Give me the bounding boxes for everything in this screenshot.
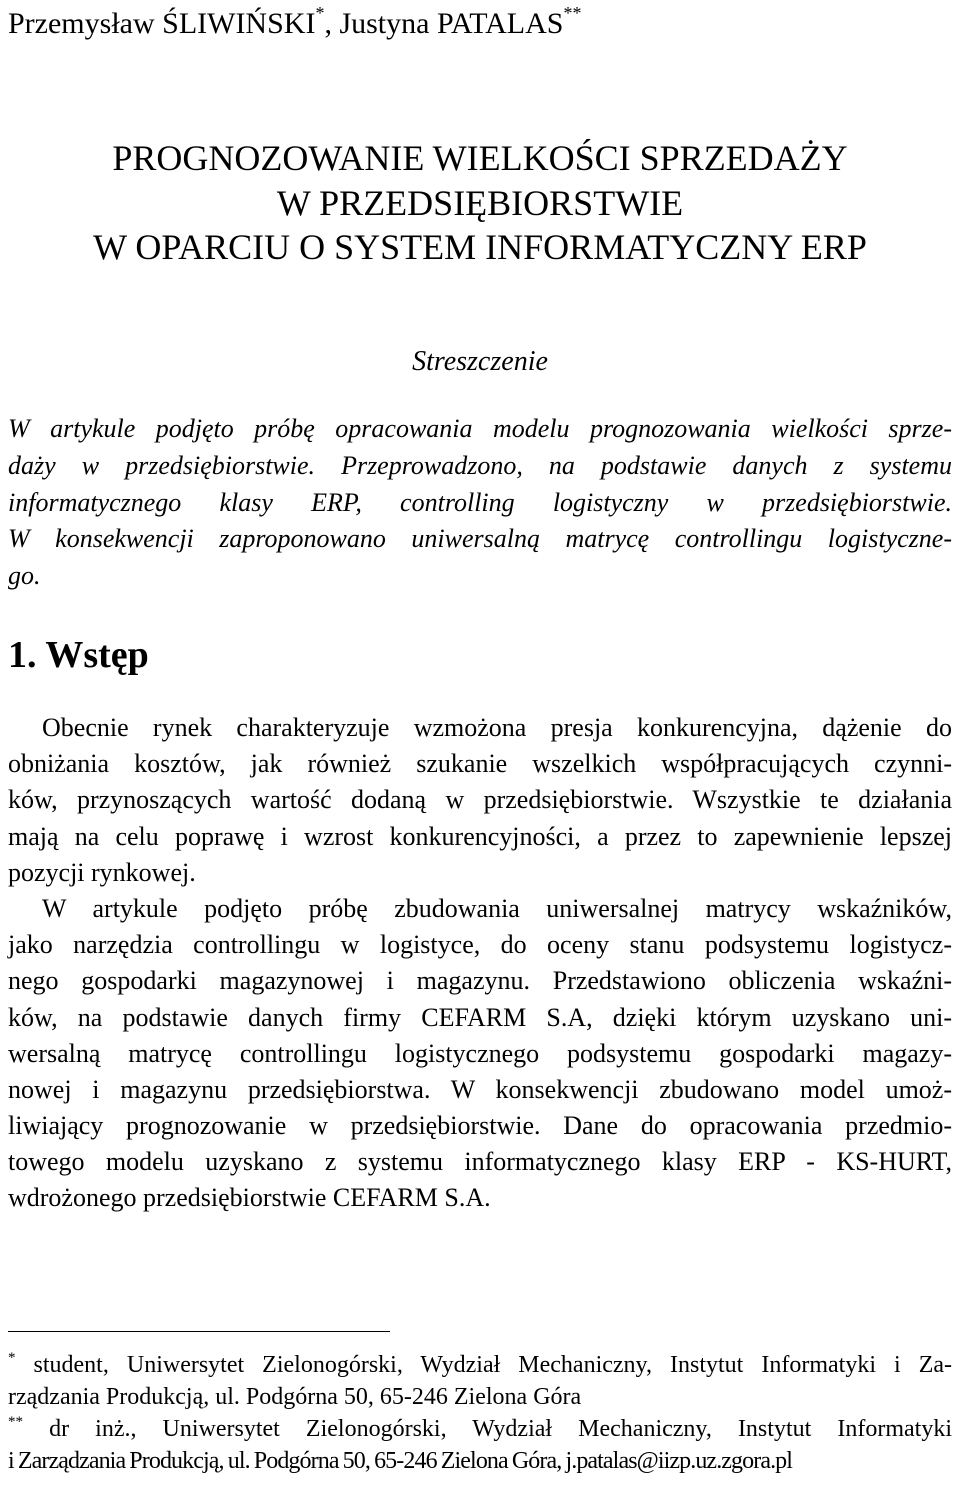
abstract-line: daży w przedsiębiorstwie. Przeprowadzono, na podstawie danych z systemu (8, 450, 952, 480)
footnote-1-line-2: rządzania Produkcją, ul. Podgórna 50, 65-246 Zielona Góra (8, 1384, 582, 1410)
section-heading: 1. Wstęp (8, 634, 149, 676)
abstract-heading: Streszczenie (412, 346, 548, 377)
body-line: liwiający prognozowanie w przedsiębiorstwie. Dane do opracowania przedmio- (8, 1111, 952, 1141)
body-line: nowej i magazynu przedsiębiorstwa. W konsekwencji zbudowano model umoż- (8, 1074, 952, 1104)
title-line-3: W OPARCIU O SYSTEM INFORMATYCZNY ERP (93, 227, 867, 267)
paper-title (0, 136, 960, 270)
abstract-line: W konsekwencji zaproponowano uniwersalną matrycę controllingu logistyczne- (8, 524, 952, 554)
body-line: ków, przynoszących wartość dodaną w przedsiębiorstwie. Wszystkie te działania (8, 785, 952, 815)
footnote-2-mark: ** (8, 1414, 23, 1430)
body-line: pozycji rynkowej. (8, 857, 196, 887)
footnote-1-text: student, Uniwersytet Zielonogórski, Wydział Mechaniczny, Instytut Informatyki i Za- (15, 1352, 952, 1378)
body-line: wdrożonego przedsiębiorstwie CEFARM S.A. (8, 1183, 491, 1213)
body-line: wersalną matrycę controllingu logistycznego podsystemu gospodarki magazy- (8, 1038, 952, 1068)
author-2: Justyna PATALAS (339, 7, 564, 40)
body-line: obniżania kosztów, jak również szukanie wszelkich współpracujących czynni- (8, 749, 952, 779)
author-2-footnote-mark: ** (563, 3, 582, 23)
body-line: ków, na podstawie danych firmy CEFARM S.A, dzięki którym uzyskano uni- (8, 1002, 952, 1032)
author-separator: , (324, 7, 340, 40)
footnote-2-text: dr inż., Uniwersytet Zielonogórski, Wydział Mechaniczny, Instytut Informatyki (23, 1416, 952, 1442)
abstract-line: go. (8, 561, 41, 591)
author-line (8, 4, 582, 44)
footnote-1-line-1 (8, 1349, 952, 1381)
footnote-2-line-1 (8, 1413, 952, 1445)
abstract-line: informatycznego klasy ERP, controlling logistyczny w przedsiębiorstwie. (8, 487, 952, 517)
title-line-1: PROGNOZOWANIE WIELKOŚCI SPRZEDAŻY (112, 138, 848, 178)
abstract-line: W artykule podjęto próbę opracowania modelu prognozowania wielkości sprze- (8, 414, 952, 443)
body-line: nego gospodarki magazynowej i magazynu. Przedstawiono obliczenia wskaźni- (8, 966, 952, 996)
abstract-text (8, 411, 952, 595)
footnote-1-mark: * (8, 1350, 16, 1366)
body-line: jako narzędzia controllingu w logistyce, do oceny stanu podsystemu logistycz- (8, 930, 952, 960)
body-line: mają na celu poprawę i wzrost konkurencyjności, a przez to zapewnienie lepszej (8, 821, 952, 851)
body-line: W artykule podjęto próbę zbudowania uniwersalnej matrycy wskaźników, (42, 893, 952, 923)
footnote-divider (8, 1331, 390, 1332)
author-1: Przemysław ŚLIWIŃSKI (8, 7, 316, 40)
body-line: towego modelu uzyskano z systemu informatycznego klasy ERP - KS-HURT, (8, 1147, 952, 1177)
body-line: Obecnie rynek charakteryzuje wzmożona presja konkurencyjna, dążenie do (42, 713, 952, 742)
section-body (8, 710, 952, 1217)
footnote-2-line-2: i Zarządzania Produkcją, ul. Podgórna 50, 65-246 Zielona Góra, j.patalas@iizp.uz.zgora.pl (8, 1448, 793, 1474)
title-line-2: W PRZEDSIĘBIORSTWIE (276, 182, 684, 223)
footnotes (8, 1349, 952, 1477)
author-1-footnote-mark: * (315, 3, 325, 23)
